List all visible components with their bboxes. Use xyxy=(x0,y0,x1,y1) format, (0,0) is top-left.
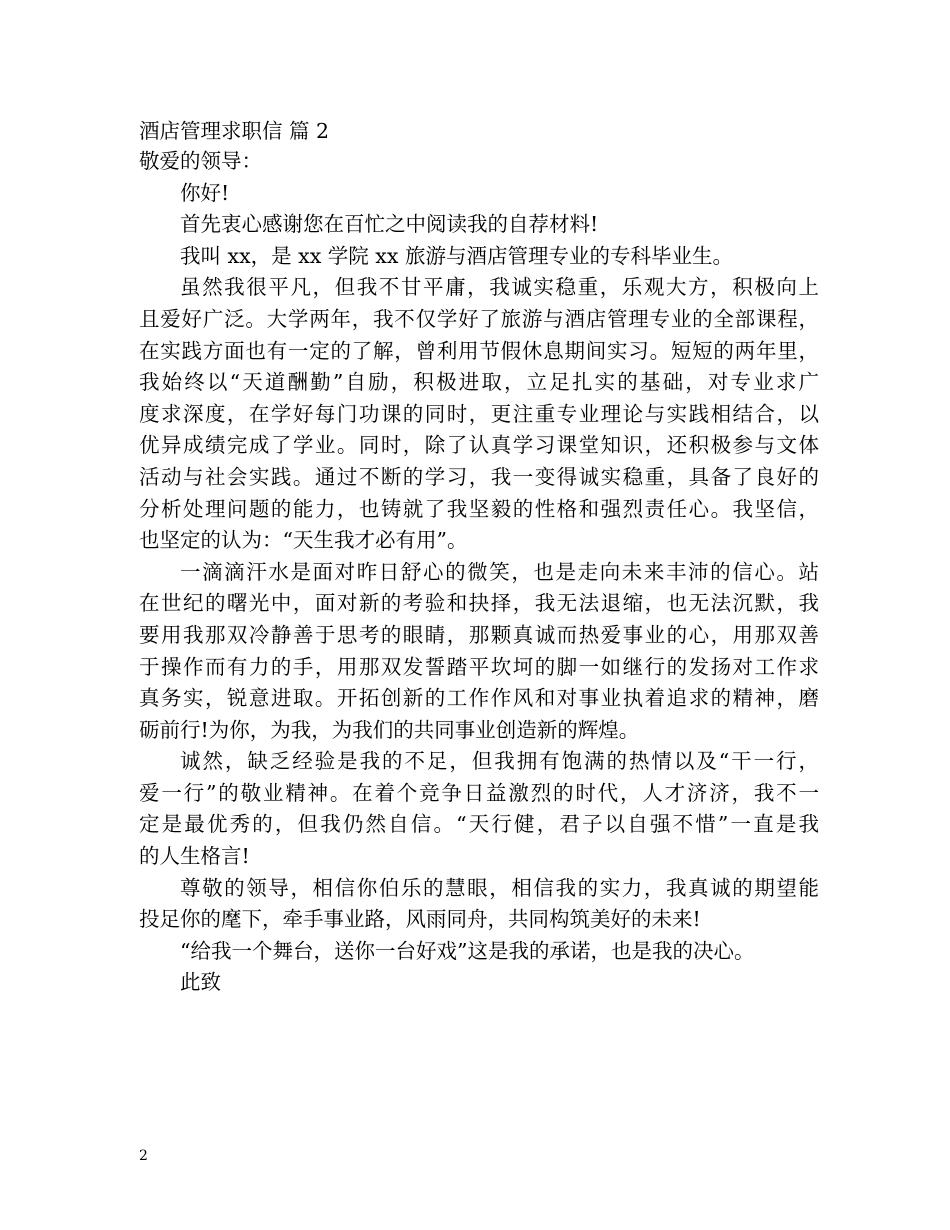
paragraph-line: 定是最优秀的，但我仍然自信。“天行健，君子以自强不惜”一直是我 xyxy=(139,812,819,837)
self-intro-line: 我叫 xx，是 xx 学院 xx 旅游与酒店管理专业的专科毕业生。 xyxy=(180,243,733,268)
intro-line: 首先衷心感谢您在百忙之中阅读我的自荐材料! xyxy=(180,212,599,237)
paragraph-3 xyxy=(139,746,819,872)
paragraph-2 xyxy=(139,557,819,747)
paragraph-line: 爱一行”的敬业精神。在着个竞争日益激烈的时代，人才济济，我不一 xyxy=(139,780,819,805)
paragraph-line: 度求深度，在学好每门功课的同时，更注重专业理论与实践相结合，以 xyxy=(139,401,819,426)
greeting: 你好! xyxy=(180,180,230,205)
paragraph-line: 的人生格言! xyxy=(139,844,250,869)
closing-line: 此致 xyxy=(180,970,221,995)
paragraph-1 xyxy=(139,272,819,556)
paragraph-line: 砺前行!为你，为我，为我们的共同事业创造新的辉煌。 xyxy=(139,717,640,742)
paragraph-line: 在实践方面也有一定的了解，曾利用节假休息期间实习。短短的两年里， xyxy=(139,338,819,363)
paragraph-line: 真务实，锐意进取。开拓创新的工作作风和对事业执着追求的精神，磨 xyxy=(139,686,819,711)
paragraph-5 xyxy=(139,936,819,968)
paragraph-line: 在世纪的曙光中，面对新的考验和抉择，我无法退缩，也无法沉默，我 xyxy=(139,591,819,616)
paragraph-line: 于操作而有力的手，用那双发誓踏平坎坷的脚一如继行的发扬对工作求 xyxy=(139,654,819,679)
paragraph-line: 也坚定的认为：“天生我才必有用”。 xyxy=(139,528,468,553)
document-title: 酒店管理求职信 篇 2 xyxy=(139,119,330,143)
paragraph-line: 且爱好广泛。大学两年，我不仅学好了旅游与酒店管理专业的全部课程， xyxy=(139,306,819,331)
paragraph-line: 我始终以“天道酬勤”自励，积极进取，立足扎实的基础，对专业求广 xyxy=(139,370,819,395)
salutation: 敬爱的领导： xyxy=(139,149,262,173)
paragraph-4 xyxy=(139,873,819,936)
paragraph-line: 尊敬的领导，相信你伯乐的慧眼，相信我的实力，我真诚的期望能 xyxy=(180,875,819,900)
paragraph-line: 活动与社会实践。通过不断的学习，我一变得诚实稳重，具备了良好的 xyxy=(139,464,819,489)
paragraph-line: 分析处理问题的能力，也铸就了我坚毅的性格和强烈责任心。我坚信， xyxy=(139,496,819,521)
paragraph-line: 要用我那双冷静善于思考的眼睛，那颗真诚而热爱事业的心，用那双善 xyxy=(139,622,819,647)
page-number: 2 xyxy=(139,1148,148,1164)
paragraph-line: 投足你的麾下，牵手事业路，风雨同舟，共同构筑美好的未来! xyxy=(139,907,701,932)
paragraph-line: 诚然，缺乏经验是我的不足，但我拥有饱满的热情以及“干一行， xyxy=(180,749,819,774)
paragraph-line: 虽然我很平凡，但我不甘平庸，我诚实稳重，乐观大方，积极向上 xyxy=(180,275,819,300)
paragraph-line: “给我一个舞台，送你一台好戏”这是我的承诺，也是我的决心。 xyxy=(180,938,755,963)
letter-body xyxy=(139,116,819,999)
paragraph-line: 一滴滴汗水是面对昨日舒心的微笑，也是走向未来丰沛的信心。站 xyxy=(180,559,819,584)
paragraph-line: 优异成绩完成了学业。同时，除了认真学习课堂知识，还积极参与文体 xyxy=(139,433,819,458)
